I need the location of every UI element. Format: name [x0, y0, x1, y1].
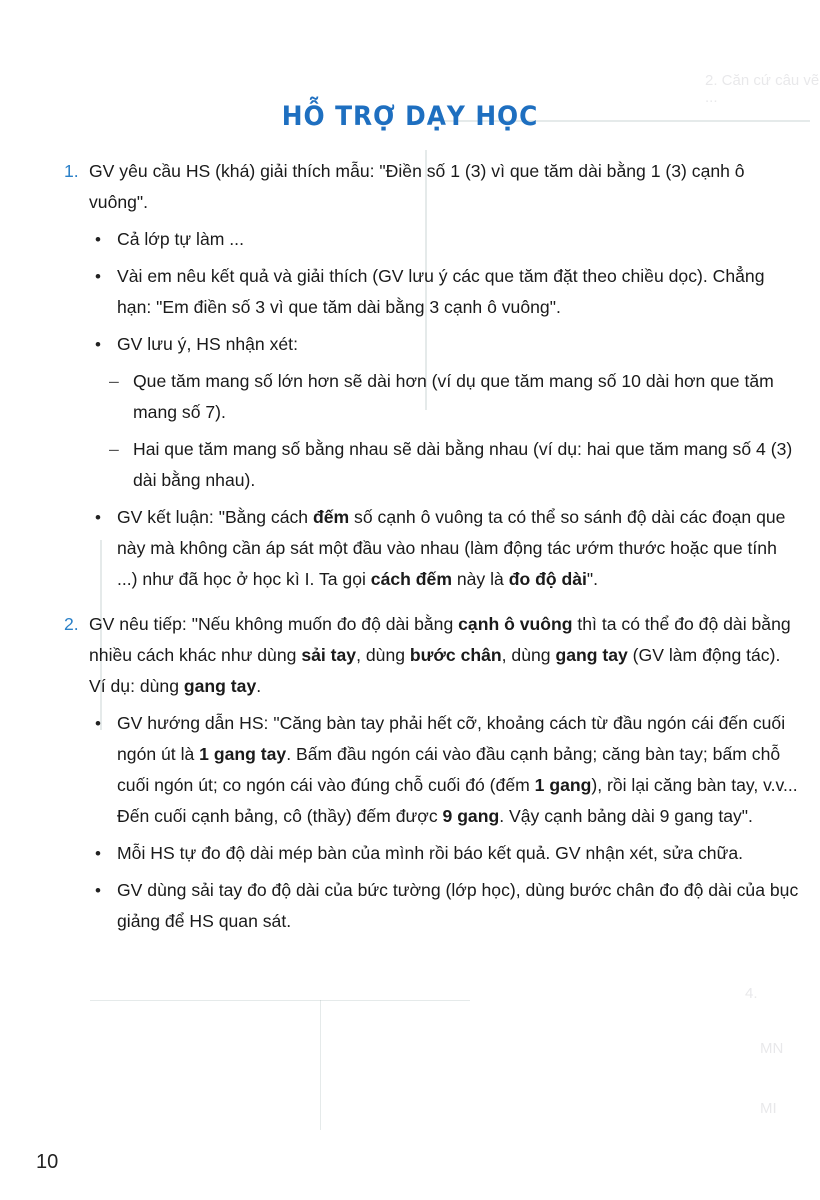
- list-item: • GV kết luận: "Bằng cách đếm số cạnh ô vuông ta có thể so sánh độ dài các đoạn que này mà không cần áp sát một đầu vào nhau (làm động tác ướm thước hoặc que tính ...) như đã học ở học kì I. Ta gọi cách đếm này là đo độ dài".: [89, 502, 799, 595]
- list-item: • GV lưu ý, HS nhận xét:: [89, 329, 799, 360]
- section-number: 2.: [64, 614, 79, 634]
- section-2: [64, 609, 799, 937]
- list-item: • GV hướng dẫn HS: "Căng bàn tay phải hết cỡ, khoảng cách từ đầu ngón cái đến cuối ngón út là 1 gang tay. Bấm đầu ngón cái vào đầu cạnh bảng; căng bàn tay; bấm chỗ cuối ngón út; co ngón cái vào đúng chỗ cuối đó (đếm 1 gang), rồi lại căng bàn tay, v.v... Đến cuối cạnh bảng, cô (thầy) đếm được 9 gang. Vậy cạnh bảng dài 9 gang tay".: [89, 708, 799, 832]
- list-item: • Cả lớp tự làm ...: [89, 224, 799, 255]
- section-1-intro: GV yêu cầu HS (khá) giải thích mẫu: "Điền số 1 (3) vì que tăm dài bằng 1 (3) cạnh ô vuông".: [89, 161, 745, 212]
- page-number: 10: [36, 1151, 59, 1173]
- section-2-intro: GV nêu tiếp: "Nếu không muốn đo độ dài bằng cạnh ô vuông thì ta có thể đo độ dài bằng nhiều cách khác như dùng sải tay, dùng bước chân, dùng gang tay (GV làm động tác). Ví dụ: dùng gang tay.: [89, 614, 791, 696]
- page-title: HỖ TRỢ DẠY HỌC: [281, 101, 539, 132]
- list-item: • GV dùng sải tay đo độ dài của bức tường (lớp học), dùng bước chân đo độ dài của bục giảng để HS quan sát.: [89, 875, 799, 937]
- section-1: [64, 156, 799, 595]
- list-item: • Vài em nêu kết quả và giải thích (GV lưu ý các que tăm đặt theo chiều dọc). Chẳng hạn: "Em điền số 3 vì que tăm dài bằng 3 cạnh ô vuông".: [89, 261, 799, 323]
- section-number: 1.: [64, 161, 79, 181]
- dash-item: – Hai que tăm mang số bằng nhau sẽ dài bằng nhau (ví dụ: hai que tăm mang số 4 (3) dài bằng nhau).: [89, 434, 799, 496]
- content: [64, 156, 799, 943]
- list-item: • Mỗi HS tự đo độ dài mép bàn của mình rồi báo kết quả. GV nhận xét, sửa chữa.: [89, 838, 799, 869]
- dash-item: – Que tăm mang số lớn hơn sẽ dài hơn (ví dụ que tăm mang số 10 dài hơn que tăm mang số 7).: [89, 366, 799, 428]
